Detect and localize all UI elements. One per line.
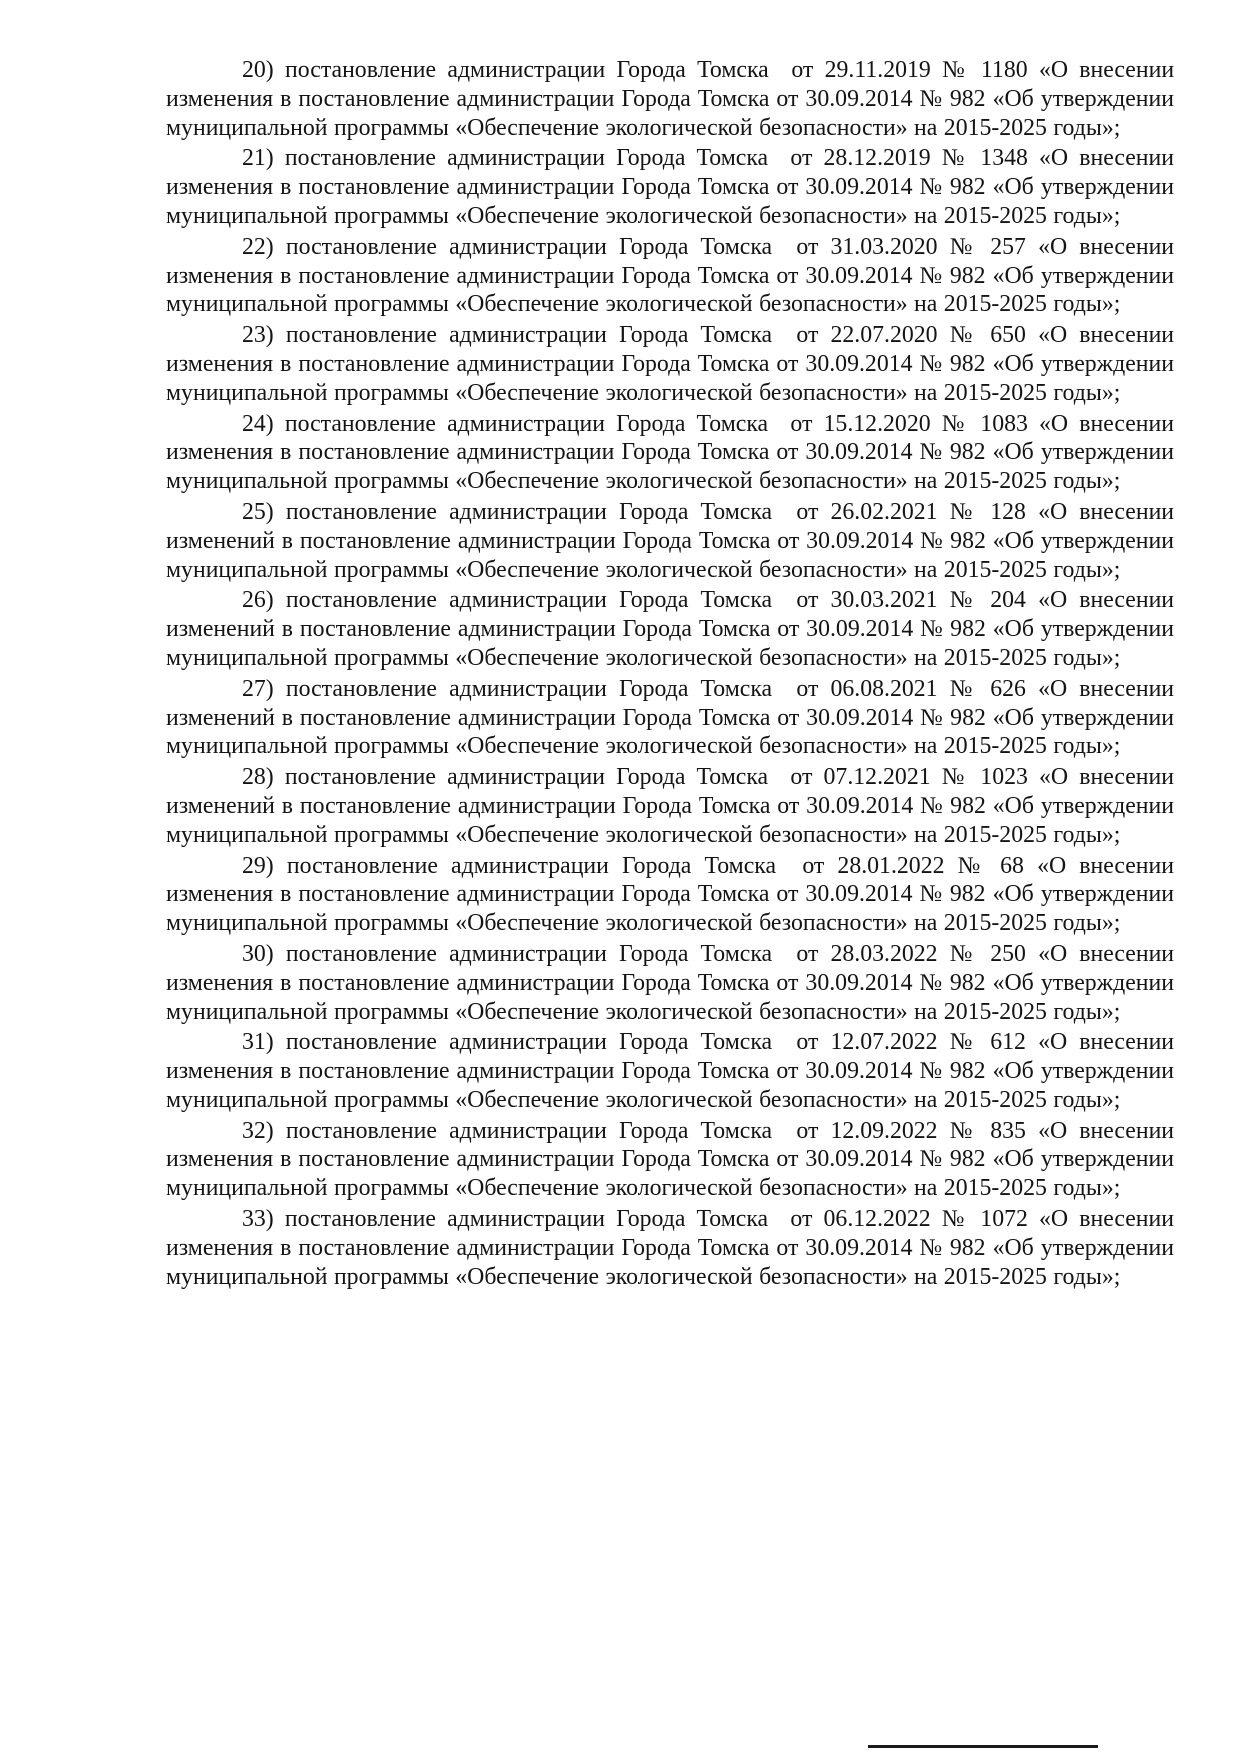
item-body: «О внесении изменения в постановление администрации Города Томска от 30.09.2014 № 982 «Об утверждении муниципальной программы «Обеспечение экологической безопасности» на 2015-2025 годы»; — [166, 1117, 1175, 1202]
item-date: от 28.12.2019 — [790, 145, 931, 172]
list-item — [166, 852, 1174, 938]
item-date: от 12.09.2022 — [796, 1117, 938, 1144]
item-body: «О внесении изменения в постановление администрации Города Томска от 30.09.2014 № 982 «Об утверждении муниципальной программы «Обеспечение экологической безопасности» на 2015-2025 годы»; — [166, 940, 1175, 1025]
item-doc-number: № 1083 — [941, 410, 1028, 437]
item-body: «О внесении изменения в постановление администрации Города Томска от 30.09.2014 № 982 «Об утверждении муниципальной программы «Обеспечение экологической безопасности» на 2015-2025 годы»; — [166, 1206, 1174, 1290]
list-item — [166, 56, 1174, 142]
item-heading: постановление администрации Города Томска — [285, 1117, 773, 1144]
item-date: от 26.02.2021 — [796, 498, 938, 525]
item-body: «О внесении изменения в постановление администрации Города Томска от 30.09.2014 № 982 «Об утверждении муниципальной программы «Обеспечение экологической безопасности» на 2015-2025 годы»; — [166, 1029, 1175, 1113]
list-item — [166, 144, 1174, 230]
item-doc-number: № 128 — [949, 498, 1026, 525]
item-heading: постановление администрации Города Томска — [284, 410, 769, 437]
item-doc-number: № 626 — [949, 675, 1026, 702]
list-item — [166, 321, 1174, 407]
item-doc-number: № 612 — [949, 1029, 1026, 1056]
list-item — [166, 1028, 1174, 1114]
item-doc-number: № 68 — [957, 852, 1024, 879]
footer-rule — [868, 1745, 1098, 1748]
item-number: 33) — [242, 1206, 274, 1233]
item-number: 21) — [242, 145, 274, 172]
item-heading: постановление администрации Города Томска — [286, 852, 777, 879]
item-date: от 07.12.2021 — [790, 764, 931, 791]
list-item — [166, 763, 1174, 849]
item-number: 22) — [242, 233, 274, 260]
list-item — [166, 940, 1174, 1026]
item-date: от 06.08.2021 — [796, 675, 938, 702]
item-number: 23) — [242, 322, 274, 349]
item-date: от 31.03.2020 — [796, 233, 938, 260]
item-date: от 22.07.2020 — [796, 322, 938, 349]
list-item — [166, 1117, 1174, 1203]
item-body: «О внесении изменения в постановление администрации Города Томска от 30.09.2014 № 982 «Об утверждении муниципальной программы «Обеспечение экологической безопасности» на 2015-2025 годы»; — [166, 410, 1174, 495]
item-body: «О внесении изменений в постановление администрации Города Томска от 30.09.2014 № 982 «Об утверждении муниципальной программы «Обеспечение экологической безопасности» на 2015-2025 годы»; — [166, 498, 1175, 583]
list-item — [166, 586, 1174, 672]
item-heading: постановление администрации Города Томска — [285, 498, 773, 525]
item-doc-number: № 1072 — [941, 1206, 1028, 1233]
item-body: «О внесении изменения в постановление администрации Города Томска от 30.09.2014 № 982 «Об утверждении муниципальной программы «Обеспечение экологической безопасности» на 2015-2025 годы»; — [166, 852, 1175, 937]
item-number: 20) — [242, 57, 274, 83]
item-date: от 29.11.2019 — [791, 57, 931, 83]
item-heading: постановление администрации Города Томска — [285, 940, 773, 967]
item-heading: постановление администрации Города Томска — [284, 764, 769, 791]
item-number: 29) — [242, 852, 274, 879]
item-heading: постановление администрации Города Томска — [285, 587, 773, 614]
item-heading: постановление администрации Города Томска — [285, 233, 773, 260]
item-doc-number: № 257 — [949, 233, 1026, 260]
item-heading: постановление администрации Города Томска — [285, 57, 769, 83]
document-page — [166, 56, 1174, 1293]
list-item — [166, 675, 1174, 761]
item-body: «О внесении изменения в постановление администрации Города Томска от 30.09.2014 № 982 «Об утверждении муниципальной программы «Обеспечение экологической безопасности» на 2015-2025 годы»; — [166, 322, 1175, 406]
item-doc-number: № 835 — [949, 1117, 1026, 1144]
item-number: 31) — [242, 1029, 274, 1056]
list-item — [166, 498, 1174, 584]
item-body: «О внесении изменения в постановление администрации Города Томска от 30.09.2014 № 982 «Об утверждении муниципальной программы «Обеспечение экологической безопасности» на 2015-2025 годы»; — [166, 233, 1175, 318]
item-body: «О внесении изменений в постановление администрации Города Томска от 30.09.2014 № 982 «Об утверждении муниципальной программы «Обеспечение экологической безопасности» на 2015-2025 годы»; — [166, 764, 1174, 848]
item-number: 24) — [242, 410, 274, 437]
list-item — [166, 233, 1174, 319]
item-date: от 06.12.2022 — [790, 1206, 931, 1233]
item-number: 28) — [242, 764, 274, 791]
item-doc-number: № 1180 — [942, 57, 1028, 83]
item-doc-number: № 1348 — [941, 145, 1028, 172]
item-date: от 15.12.2020 — [790, 410, 931, 437]
item-doc-number: № 204 — [949, 587, 1026, 614]
item-number: 32) — [242, 1117, 274, 1144]
item-number: 26) — [242, 587, 274, 614]
item-date: от 30.03.2021 — [796, 587, 938, 614]
item-date: от 12.07.2022 — [796, 1029, 938, 1056]
item-doc-number: № 250 — [949, 940, 1026, 967]
item-body: «О внесении изменения в постановление администрации Города Томска от 30.09.2014 № 982 «Об утверждении муниципальной программы «Обеспечение экологической безопасности» на 2015-2025 годы»; — [166, 145, 1174, 229]
item-number: 25) — [242, 498, 274, 525]
item-heading: постановление администрации Города Томска — [284, 145, 769, 172]
item-heading: постановление администрации Города Томска — [285, 1029, 773, 1056]
item-date: от 28.03.2022 — [796, 940, 938, 967]
item-doc-number: № 1023 — [941, 764, 1028, 791]
list-item — [166, 1205, 1174, 1291]
item-heading: постановление администрации Города Томска — [284, 1206, 769, 1233]
item-body: «О внесении изменения в постановление администрации Города Томска от 30.09.2014 № 982 «Об утверждении муниципальной программы «Обеспечение экологической безопасности» на 2015-2025 годы»; — [166, 57, 1175, 141]
item-heading: постановление администрации Города Томска — [285, 675, 773, 702]
list-item — [166, 410, 1174, 496]
item-heading: постановление администрации Города Томска — [285, 322, 773, 349]
item-date: от 28.01.2022 — [802, 852, 945, 879]
item-doc-number: № 650 — [949, 322, 1026, 349]
item-body: «О внесении изменений в постановление администрации Города Томска от 30.09.2014 № 982 «Об утверждении муниципальной программы «Обеспечение экологической безопасности» на 2015-2025 годы»; — [166, 587, 1175, 671]
item-body: «О внесении изменений в постановление администрации Города Томска от 30.09.2014 № 982 «Об утверждении муниципальной программы «Обеспечение экологической безопасности» на 2015-2025 годы»; — [166, 675, 1175, 760]
item-number: 27) — [242, 675, 274, 702]
item-number: 30) — [242, 940, 274, 967]
